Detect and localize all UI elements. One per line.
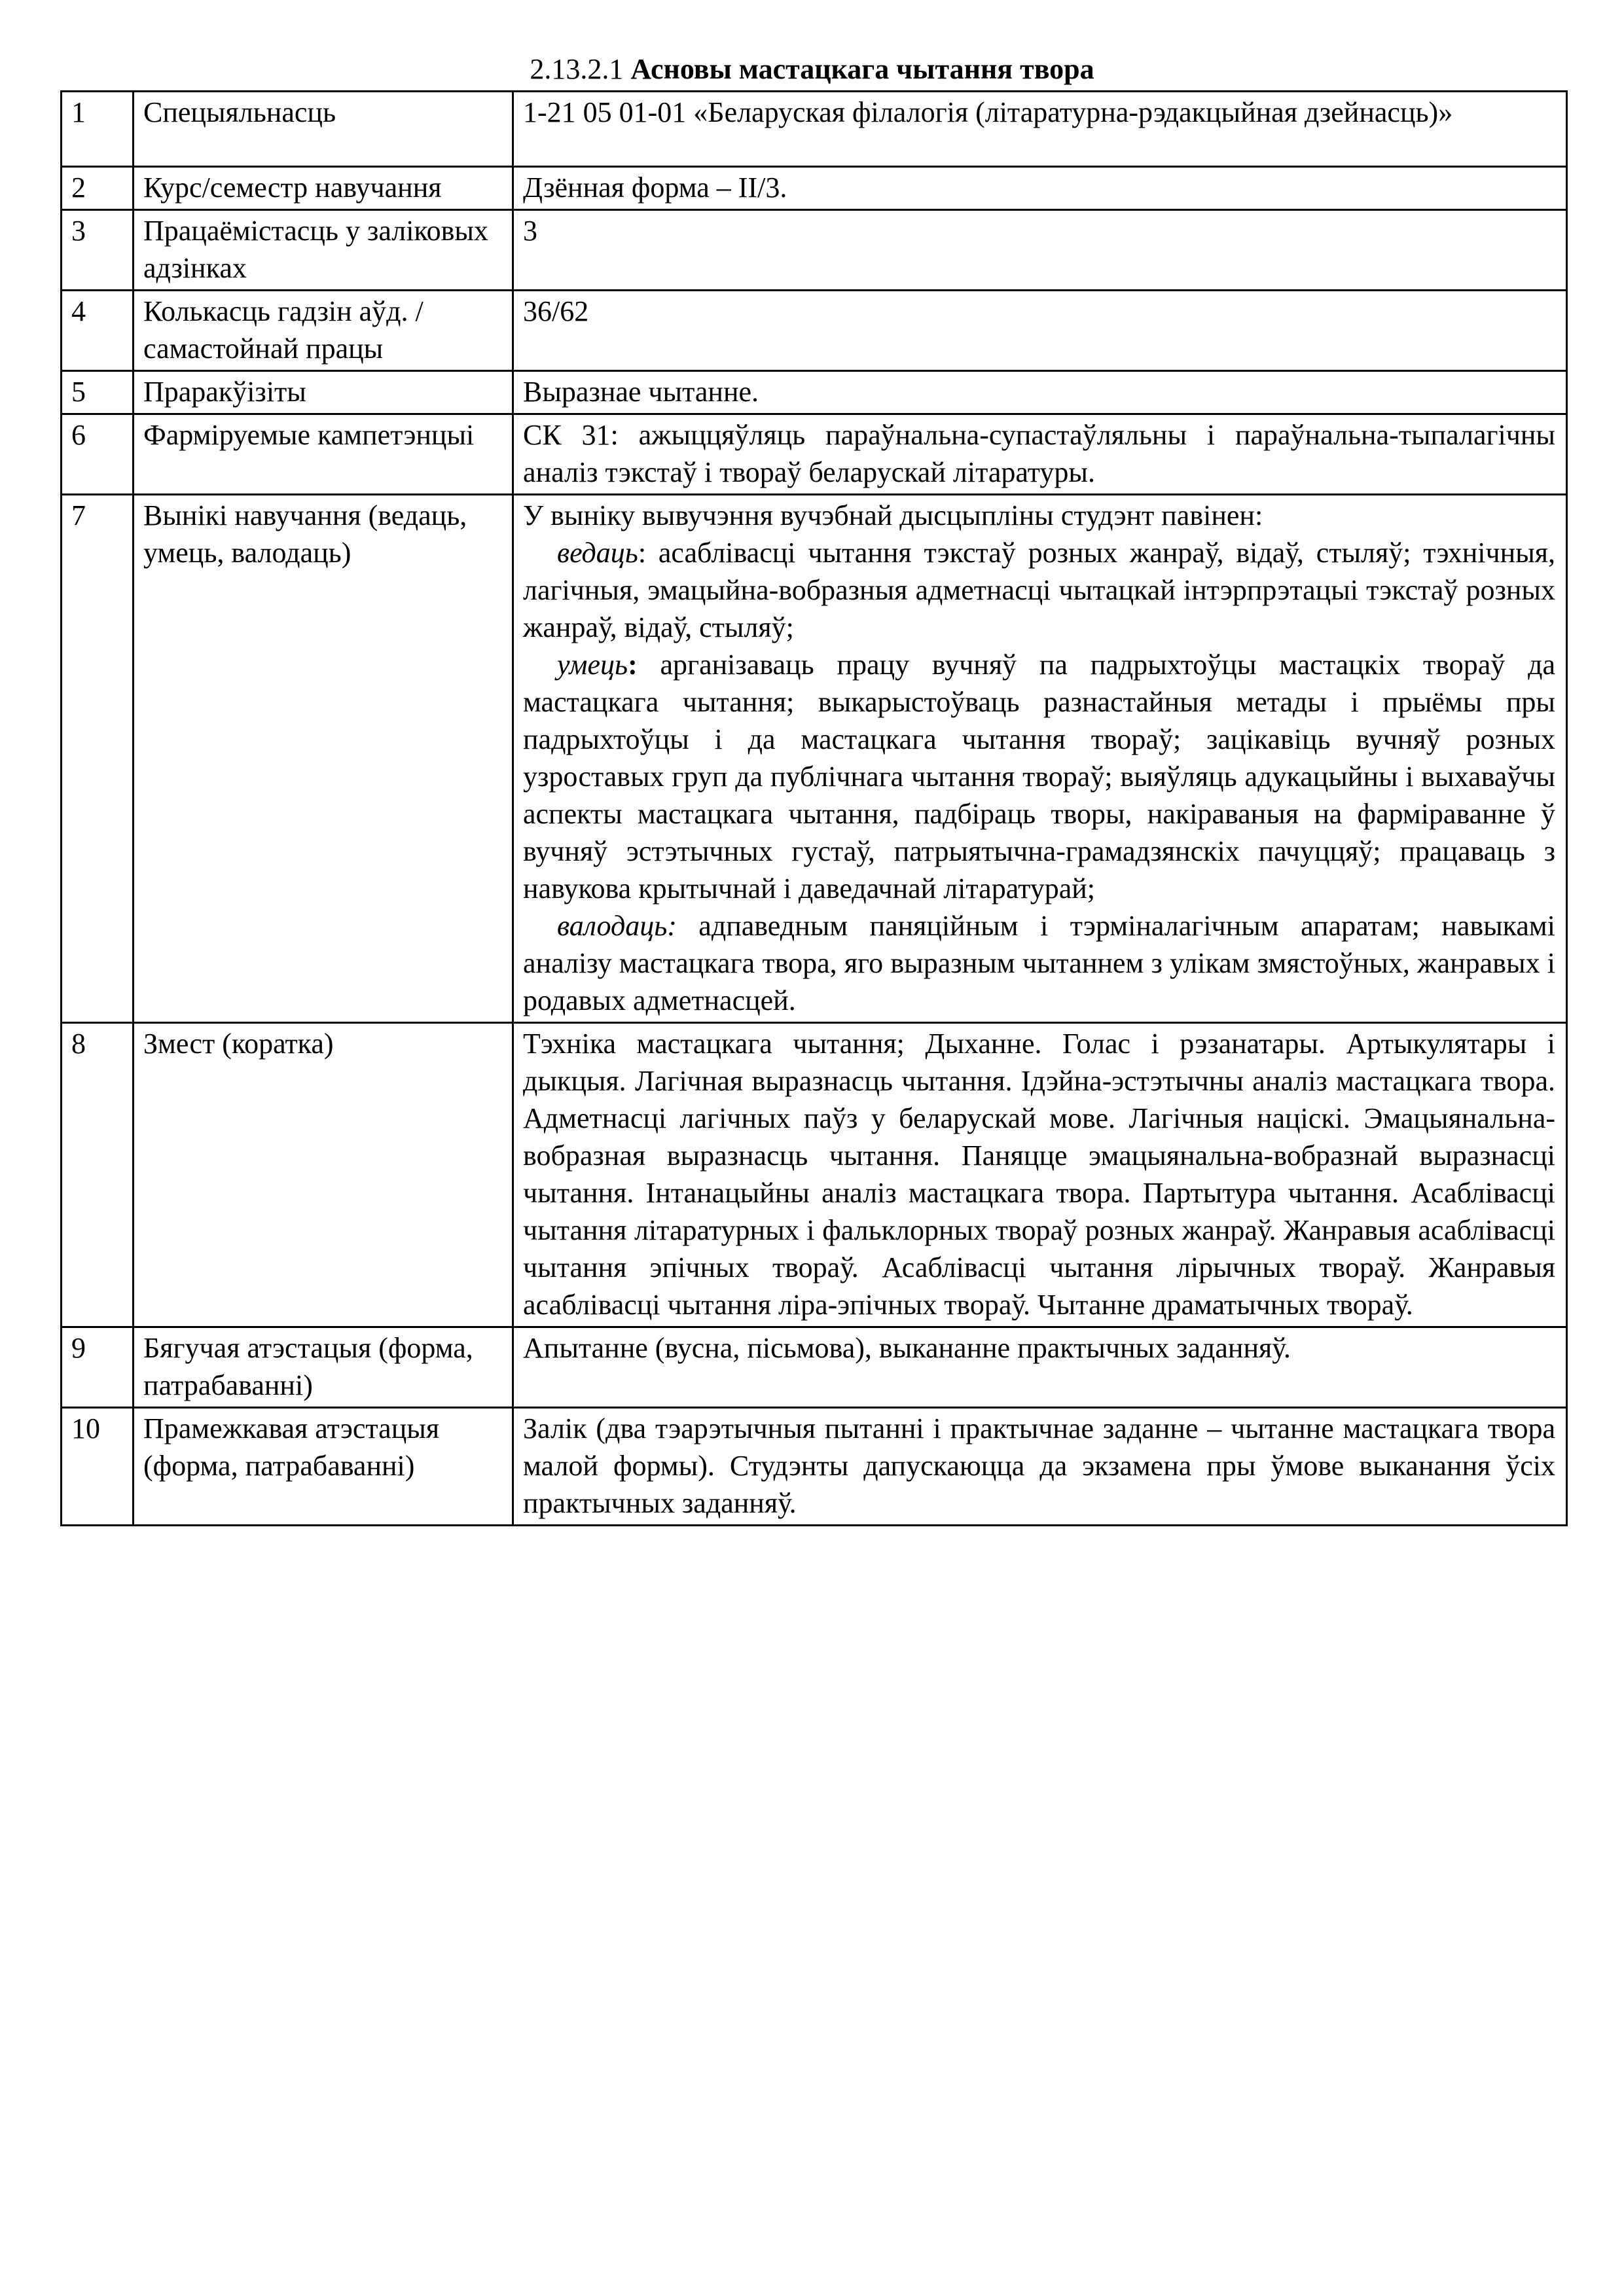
row-number: 1 [62,92,134,167]
row-number: 8 [62,1023,134,1327]
row-value: 36/62 [513,291,1567,371]
can-text: арганізаваць працу вучняў па падрыхтоўцы мастацкіх твораў да мастацкага чытання; выкарыстоўваць разнастайныя метады і прыёмы пры падрыхтоўцы і да мастацкага чытання твораў; зацікавіць вучняў розных узроставых груп да публічнага чытання твораў; выяўляць адукацыйны і выхаваўчы аспекты мастацкага чытання, падбіраць творы, накіраваныя на фарміраванне ў вучняў эстэтычных густаў, патрыятычна-грамадзянскіх пачуццяў; працаваць з навукова крытычнай і даведачнай літаратурай; [523,649,1555,905]
table-row [62,291,1567,371]
row-label: Спецыяльнасць [134,92,513,167]
table-row [62,495,1567,1023]
table-row [62,1327,1567,1408]
own-label: валодаць: [557,910,677,942]
row-value: Залік (два тэарэтычныя пытанні і практычнае заданне – чытанне мастацкага твора малой формы). Студэнты дапускаюцца да экзамена пры ўмове выканання ўсіх практычных заданняў. [513,1408,1567,1526]
row-label: Вынікі навучання (ведаць, умець, валодаць) [134,495,513,1023]
title-number: 2.13.2.1 [530,53,624,85]
row-label: Курс/семестр навучання [134,167,513,210]
row-label: Прамежкавая атэстацыя (форма, патрабаванні) [134,1408,513,1526]
can-colon: : [628,649,638,681]
row-label: Змест (коратка) [134,1023,513,1327]
row-number: 3 [62,210,134,291]
row-value: 3 [513,210,1567,291]
row-number: 6 [62,414,134,495]
course-info-table [60,90,1568,1526]
row-label: Працаёмістасць у заліковых адзінках [134,210,513,291]
outcomes-can [523,646,1555,907]
row-value: Тэхніка мастацкага чытання; Дыханне. Голас і рэзанатары. Артыкулятары і дыкцыя. Лагічная выразнасць чытання. Ідэйна-эстэтычны аналіз мастацкага твора. Адметнасці лагічных паўз у беларускай мове. Лагічныя націскі. Эмацыянальна-вобразная выразнасць чытання. Паняцце эмацыянальна-вобразнай выразнасці чытання. Інтанацыйны аналіз мастацкага твора. Партытура чытання. Асаблівасці чытання літаратурных і фальклорных твораў розных жанраў. Жанравыя асаблівасці чытання эпічных твораў. Асаблівасці чытання лірычных твораў. Жанравыя асаблівасці чытання ліра-эпічных твораў. Чытанне драматычных твораў. [513,1023,1567,1327]
know-label: ведаць [557,537,638,569]
row-value: Выразнае чытанне. [513,371,1567,414]
title-name: Асновы мастацкага чытання твора [630,53,1094,85]
row-number: 10 [62,1408,134,1526]
page-title [0,52,1624,86]
own-text: адпаведным паняційным і тэрміналагічным апаратам; навыкамі аналізу мастацкага твора, яго выразным чытаннем з улікам змястоўных, жанравых і родавых адметнасцей. [523,910,1555,1016]
table-row [62,1023,1567,1327]
table-row [62,210,1567,291]
outcomes-intro: У выніку вывучэння вучэбнай дысцыпліны студэнт павінен: [523,499,1263,531]
row-number: 9 [62,1327,134,1408]
learning-outcomes [513,495,1567,1023]
row-number: 5 [62,371,134,414]
table-row [62,92,1567,167]
row-value: СК 31: ажыццяўляць параўнальна-супастаўляльны і параўнальна-тыпалагічны аналіз тэкстаў і твораў беларускай літаратуры. [513,414,1567,495]
row-value: 1-21 05 01-01 «Беларуская філалогія (літаратурна-рэдакцыйная дзейнасць)» [513,92,1567,167]
know-text: : асаблівасці чытання тэкстаў розных жанраў, відаў, стыляў; тэхнічныя, лагічныя, эмацыйна-вобразныя адметнасці чытацкай інтэрпрэтацыі тэкстаў розных жанраў, відаў, стыляў; [523,537,1555,643]
row-label: Бягучая атэстацыя (форма, патрабаванні) [134,1327,513,1408]
table-row [62,414,1567,495]
row-label: Праракўізіты [134,371,513,414]
row-value: Дзённая форма – II/3. [513,167,1567,210]
table-row [62,371,1567,414]
row-number: 2 [62,167,134,210]
can-label: умець [557,649,628,681]
outcomes-know [523,534,1555,646]
row-number: 7 [62,495,134,1023]
table-row [62,1408,1567,1526]
row-label: Колькасць гадзін аўд. / самастойнай працы [134,291,513,371]
table-row [62,167,1567,210]
row-value: Апытанне (вусна, пісьмова), выкананне практычных заданняў. [513,1327,1567,1408]
row-label: Фарміруемые кампетэнцыі [134,414,513,495]
outcomes-own [523,907,1555,1019]
row-number: 4 [62,291,134,371]
